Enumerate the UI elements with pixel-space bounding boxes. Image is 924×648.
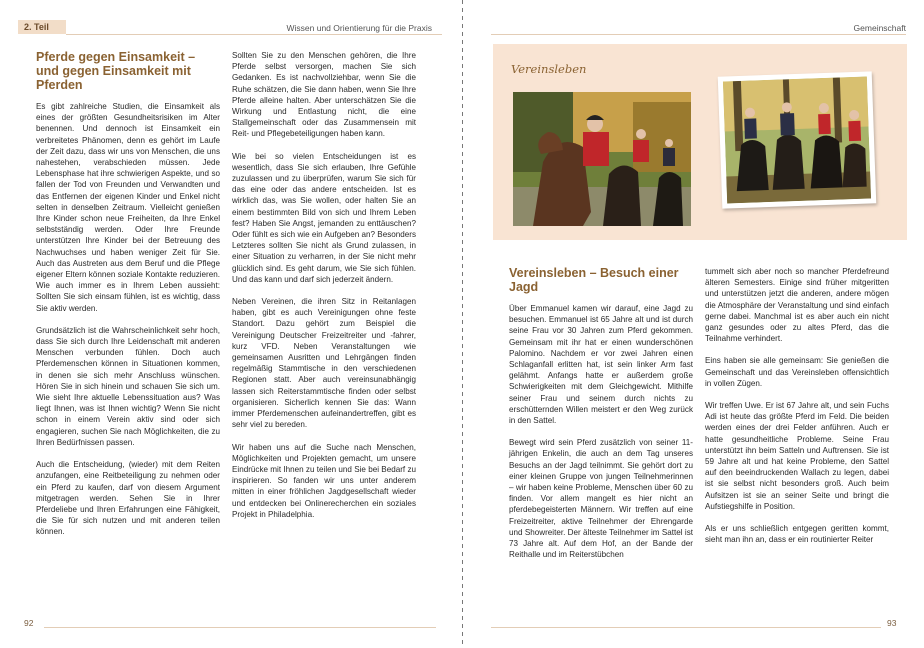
left-column-1 <box>36 50 220 549</box>
page-number: 92 <box>24 618 34 628</box>
section-heading: Pferde gegen Einsamkeit – und gegen Einsamkeit mit Pferden <box>36 50 196 92</box>
paragraph: Auch die Entscheidung, (wieder) mit dem Reiten anzufangen, eine Reitbeteiligung zu nehmen oder ein Pferd zu kaufen, darf von diesem Argument mitgetragen werden. Sehen Sie in Ihrer Pferdeliebe und Ihren Erfahrungen eine Fähigkeit, die Sie für sich nutzen und mit anderen teilen können. <box>36 460 220 537</box>
paragraph: Neben Vereinen, die ihren Sitz in Reitanlagen haben, gibt es auch Vereinigungen ohne feste Standort. Dazu gehört zum Beispiel die Vereinigung Deutscher Freizeitreiter und -fahrer, kurz VFD. Neben Veranstaltungen wie gemeinsamen Ausritten und Lehrgängen finden regelmäßig Stammtische in den verschiedenen Regionen statt. Aber auch vereinsunabhängig lassen sich Reiterstammtische finden oder selbst organisieren. Sicherlich kennen Sie das: Wann immer Pferdemenschen aufeinandertreffen, gibt es sehr viel zu bereden. <box>232 297 416 430</box>
left-column-2 <box>232 50 416 531</box>
paragraph: Wie bei so vielen Entscheidungen ist es wesentlich, dass Sie sich erlauben, Ihre Gefühle zuzulassen und zu überprüfen, warum Sie sich für das eine oder das andere entscheiden. Ist es wirklich das, was Sie wollen, oder halten Sie an einem bestimmten Bild von sich und Ihrem Leben fest? Haben Sie Angst, jemanden zu enttäuschen? Oder fühlt es sich wie ein Aufgeben an? Besonders Letzteres sollten Sie nicht als Grund zulassen, in einer Situation zu verharren, in der Sie nicht mehr glücklich sind. Es geht darum, wie Sie sich fühlen. Und das kann und darf sich jederzeit ändern. <box>232 151 416 284</box>
header-rule <box>491 34 906 35</box>
paragraph: Sollten Sie zu den Menschen gehören, die Ihre Pferde selbst versorgen, machen Sie sich Gedanken. Es ist nachvollziehbar, wenn Sie die Ruhe schätzen, die Sie dann haben, wenn Sie Ihre Pferde alleine halten. Aber unterschätzen Sie die Wirkung und Entlastung nicht, die eine Stallgemeinschaft oder das Zusammensein mit Reit- und Pflegebeteiligungen haben kann. <box>232 51 416 139</box>
hunt-photo-riders <box>513 92 691 226</box>
paragraph: Es gibt zahlreiche Studien, die Einsamkeit als eines der größten Gesundheitsrisiken im Alter benennen. Und dennoch ist Einsamkeit ein verbreitetes Phänomen, denn es gehört im Laufe der Zeit dazu, dass wir uns von Menschen, die uns nahestehen, verabschieden müssen. Jede Lebensphase hat ihre schwierigen Aspekte, und so fallen der Tod von Freunden und Verwandten und das Entfernen der eigenen Kinder und Enkel nicht selten in denselben Zeitraum. Vielleicht genießen Ihre Kinder schon neue Freiheiten, da Ihre Enkel selbstständig werden. Oder Ihre Freunde unterstützen Ihre Kinder bei der Betreuung des Nachwuchses und haben weniger Zeit für Sie. Auch das Austreten aus dem Beruf und die Pflege eigener Eltern können soziale Kontakte reduzieren. Wie auch immer es in Ihrem Leben aussieht: Sollten Sie sich einsam fühlen, ist es wichtig, dass Sie aktiv werden. <box>36 102 220 313</box>
paragraph: tummelt sich aber noch so mancher Pferdefreund älteren Semesters. Einige sind früher mitgeritten und unterstützen jetzt die anderen, andere mögen die Atmosphäre der Veranstaltung und sind einfach gerne dabei. Manchmal ist es aber auch ein nicht ganz gesundes oder zu altes Pferd, das die Teilnahme verhindert. <box>705 267 889 344</box>
hunt-photo-group <box>718 71 877 208</box>
header-title: Gemeinschaft <box>853 23 906 33</box>
paragraph: Eins haben sie alle gemeinsam: Sie genießen die Gemeinschaft und das Vereinsleben offensichtlich in vollen Zügen. <box>705 356 889 388</box>
paragraph: Wir haben uns auf die Suche nach Menschen, Möglichkeiten und Projekten gemacht, um unsere Eindrücke mit Ihnen zu teilen und Sie bei Bedarf zu inspirieren. So fanden wir uns unter anderem mitten in einer fröhlichen Jagdgesellschaft wieder und entdecken bei Onlinerecherchen ein soziales Projekt in Philadelphia. <box>232 442 416 519</box>
right-page <box>463 0 924 648</box>
paragraph: Bewegt wird sein Pferd zusätzlich von seiner 11-jährigen Enkelin, die auch an dem Tag unseres Besuchs an der Jagd teilnimmt. Sie gehört dort zu einer kleinen Gruppe von jungen Teilnehmerinnen – wir haben keine Probleme, Menschen über 60 zu finden. Vor allem mangelt es hier nicht an pferdebegeisterten Männern. Wir treffen auf eine Freizeitreiter, aktive Teilnehmer der Ehrengarde und Showreiter. Der älteste Teilnehmer im Sattel ist 73 Jahre alt. Auf dem Hof, an der Bande der Reithalle und im Reiterstübchen <box>509 438 693 560</box>
box-title: Vereinsleben <box>511 62 587 76</box>
chapter-tab: 2. Teil <box>18 20 66 34</box>
section-heading: Vereinsleben – Besuch einer Jagd <box>509 266 679 294</box>
page-number: 93 <box>887 618 897 628</box>
info-box <box>493 44 907 240</box>
right-column-1 <box>509 266 693 571</box>
paragraph: Als er uns schließlich entgegen geritten kommt, sieht man ihn an, dass er ein routinierter Reiter <box>705 524 889 545</box>
right-column-2 <box>705 266 889 556</box>
left-header <box>0 20 462 36</box>
footer-rule <box>44 627 436 628</box>
header-rule <box>66 34 442 35</box>
right-header <box>463 20 924 36</box>
header-title: Wissen und Orientierung für die Praxis <box>286 23 432 33</box>
paragraph: Grundsätzlich ist die Wahrscheinlichkeit sehr hoch, dass Sie sich durch Ihre Leidenschaft mit anderen Menschen verbunden fühlen. Doch auch Pferdemenschen können in Situationen kommen, in denen sie sich mehr Anschluss wünschen. Hören Sie in sich hinein und schauen Sie sich um. Wie sieht Ihre aktuelle Lebenssituation aus? Was liegt Ihnen, was ist Ihnen wichtig? Wenn Sie nicht schon in einem Verein aktiv sind oder sich engagieren, suchen Sie nach Möglichkeiten, die zu Ihren Bedürfnissen passen. <box>36 325 220 447</box>
footer-rule <box>491 627 881 628</box>
paragraph: Wir treffen Uwe. Er ist 67 Jahre alt, und sein Fuchs Adi ist heute das größte Pferd im Feld. Die beiden werden eines der drei Felder anführen. Auch er hatte gesundheitliche Probleme. Seine Frau unterstützt ihn beim Satteln und Auftrensen. Sie ist 59 Jahre alt und hat keine Probleme, den Sattel auf den beeindruckenden Wallach zu legen, dabei ist sie selbst nicht besonders groß. Auch beim Aufsitzen ist sie an seiner Seite und bringt die Aufstiegshilfe in Position. <box>705 401 889 511</box>
paragraph: Über Emmanuel kamen wir darauf, eine Jagd zu besuchen. Emmanuel ist 65 Jahre alt und ist durch seine Frau vor 30 Jahren zum Pferd gekommen. Gemeinsam mit ihr hat er einen wunderschönen Palomino. Nachdem er vor zwei Jahren einen Schlaganfall erlitten hat, ist sein linker Arm fast gelähmt. Anfangs hatte er außerdem große Schwierigkeiten mit dem Gleichgewicht. Mithilfe seiner Frau und seinem durch nichts zu erschütternden Willen meistert er den Weg zurück in den Sattel. <box>509 304 693 426</box>
